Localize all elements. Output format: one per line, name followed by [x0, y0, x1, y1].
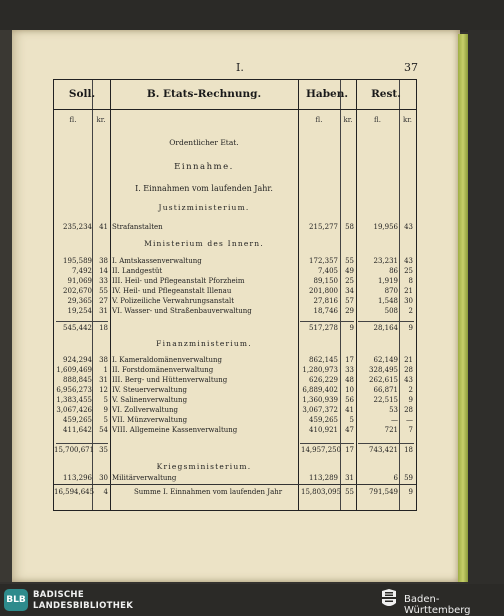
rest-kreuzer: 28: [404, 366, 413, 374]
rest-gulden: 743,421: [369, 446, 398, 454]
subtotal-rule: [358, 443, 414, 444]
soll-kreuzer: 9: [103, 406, 108, 414]
rest-gulden: 86: [389, 267, 398, 275]
soll-gulden: 924,294: [63, 356, 92, 364]
heading-finanz: Finanzministerium.: [156, 339, 252, 348]
haben-gulden: 1,360,939: [302, 396, 338, 404]
soll-kreuzer: 5: [103, 396, 108, 404]
unit-fl: fl.: [315, 116, 323, 124]
haben-kreuzer: 31: [345, 474, 354, 482]
haben-kreuzer: 48: [345, 376, 354, 384]
haben-kreuzer: 49: [345, 267, 354, 275]
rest-gulden: 28,164: [373, 324, 398, 332]
haben-kreuzer: 41: [345, 406, 354, 414]
row-label: IV. Steuerverwaltung: [112, 386, 187, 394]
haben-gulden: 14,957,250: [301, 446, 342, 454]
soll-gulden: 19,254: [67, 307, 92, 315]
scan-right-border: [468, 30, 504, 584]
soll-kreuzer: 27: [99, 297, 108, 305]
haben-kreuzer: 17: [345, 446, 354, 454]
row-label: Summe I. Einnahmen vom laufenden Jahr: [134, 488, 283, 496]
page-number: 37: [404, 61, 418, 74]
haben-kreuzer: 25: [345, 277, 354, 285]
soll-kreuzer: 4: [103, 488, 108, 496]
unit-kr: kr.: [343, 116, 353, 124]
subtotal-rule: [56, 321, 108, 322]
rest-gulden: 66,871: [373, 386, 398, 394]
haben-gulden: 15,803,095: [301, 488, 342, 496]
row-label: I. Kameraldomänenverwaltung: [112, 356, 222, 364]
subtotal-rule: [300, 443, 354, 444]
soll-gulden: 459,265: [63, 416, 92, 424]
soll-gulden: 113,296: [63, 474, 92, 482]
rest-kreuzer: 2: [408, 386, 413, 394]
soll-kreuzer: 12: [99, 386, 108, 394]
table-row: [54, 307, 416, 318]
heading-krieg: Kriegsministerium.: [156, 462, 252, 471]
heading-einnahmen-jahr: I. Einnahmen vom laufenden Jahr.: [135, 184, 273, 193]
heading-innern: Ministerium des Innern.: [144, 239, 264, 248]
rest-gulden: 1,919: [377, 277, 398, 285]
soll-gulden: 91,069: [67, 277, 92, 285]
col-soll: Soll.: [68, 88, 96, 100]
haben-gulden: 7,405: [317, 267, 338, 275]
haben-gulden: 459,265: [309, 416, 338, 424]
soll-gulden: 411,642: [63, 426, 92, 434]
rest-kreuzer: 9: [408, 324, 413, 332]
table-row: [54, 446, 416, 457]
row-label: VIII. Allgemeine Kassenverwaltung: [112, 426, 238, 434]
haben-gulden: 626,229: [309, 376, 338, 384]
rest-gulden: 791,549: [369, 488, 398, 496]
row-label: VI. Wasser- und Straßenbauverwaltung: [112, 307, 252, 315]
rest-gulden: 721: [384, 426, 398, 434]
soll-gulden: 15,700,671: [54, 446, 95, 454]
rest-kreuzer: 28: [404, 406, 413, 414]
row-label: Strafanstalten: [112, 223, 163, 231]
soll-gulden: 1,383,455: [56, 396, 92, 404]
unit-fl: fl.: [374, 116, 381, 124]
haben-kreuzer: 56: [345, 396, 354, 404]
header-rule: [54, 109, 416, 110]
soll-gulden: 888,845: [63, 376, 92, 384]
row-label: Militärverwaltung: [112, 474, 177, 482]
soll-kreuzer: 35: [99, 446, 108, 454]
haben-gulden: 1,280,973: [302, 366, 338, 374]
soll-kreuzer: 14: [99, 267, 108, 275]
col-rest: Rest.: [371, 88, 401, 100]
haben-kreuzer: 5: [349, 416, 354, 424]
haben-kreuzer: 34: [345, 287, 354, 295]
soll-kreuzer: 38: [99, 257, 108, 265]
rest-gulden: 328,495: [369, 366, 398, 374]
row-label: II. Forstdomänenverwaltung: [112, 366, 214, 374]
soll-gulden: 1,609,469: [56, 366, 92, 374]
unit-kr: kr.: [96, 116, 106, 124]
soll-gulden: 195,589: [63, 257, 92, 265]
rest-kreuzer: 2: [408, 307, 413, 315]
row-label: I. Amtskassenverwaltung: [112, 257, 202, 265]
state-name: Baden-Württemberg: [404, 594, 471, 616]
section-numeral: I.: [236, 61, 244, 74]
soll-kreuzer: 30: [99, 474, 108, 482]
rest-kreuzer: 43: [404, 257, 413, 265]
haben-gulden: 172,357: [309, 257, 338, 265]
haben-kreuzer: 58: [345, 223, 354, 231]
rest-gulden: 23,231: [373, 257, 398, 265]
haben-kreuzer: 55: [345, 257, 354, 265]
rest-kreuzer: 21: [404, 356, 413, 364]
haben-gulden: 113,289: [309, 474, 338, 482]
soll-kreuzer: 18: [99, 324, 108, 332]
haben-gulden: 517,278: [309, 324, 338, 332]
haben-kreuzer: 47: [345, 426, 354, 434]
heading-einnahme: Einnahme.: [174, 162, 234, 172]
rest-kreuzer: 43: [404, 376, 413, 384]
table-row: [54, 474, 416, 485]
table-row: [54, 324, 416, 335]
subtotal-rule: [300, 321, 354, 322]
rest-kreuzer: 30: [404, 297, 413, 305]
haben-kreuzer: 29: [345, 307, 354, 315]
col-haben: Haben.: [305, 88, 349, 100]
soll-gulden: 6,956,273: [56, 386, 92, 394]
ledger-table: [53, 79, 417, 511]
haben-gulden: 410,921: [309, 426, 338, 434]
soll-gulden: 235,234: [63, 223, 92, 231]
rest-kreuzer: 59: [404, 474, 413, 482]
rest-kreuzer: 25: [404, 267, 413, 275]
heading-ordentlicher: Ordentlicher Etat.: [169, 138, 239, 147]
haben-kreuzer: 9: [349, 324, 354, 332]
haben-gulden: 3,067,372: [302, 406, 338, 414]
soll-gulden: 202,670: [63, 287, 92, 295]
blb-logo: BLB: [4, 589, 28, 611]
rest-kreuzer: 7: [408, 426, 413, 434]
haben-kreuzer: 57: [345, 297, 354, 305]
subtotal-rule: [358, 321, 414, 322]
soll-gulden: 16,594,645: [54, 488, 95, 496]
rest-gulden: 62,149: [373, 356, 398, 364]
soll-kreuzer: 41: [99, 223, 108, 231]
scan-top-border: [0, 0, 504, 32]
rest-kreuzer: 9: [408, 488, 413, 496]
rest-gulden: 6: [393, 474, 398, 482]
row-label: V. Polizeiliche Verwahrungsanstalt: [112, 297, 235, 305]
subtotal-rule: [56, 443, 108, 444]
book-edge: [458, 34, 468, 582]
rest-kreuzer: 21: [404, 287, 413, 295]
row-label: VII. Münzverwaltung: [112, 416, 188, 424]
row-label: II. Landgestüt: [112, 267, 163, 275]
soll-gulden: 3,067,426: [56, 406, 92, 414]
haben-gulden: 215,277: [309, 223, 338, 231]
haben-gulden: 6,889,402: [302, 386, 338, 394]
row-label: III. Berg- und Hüttenverwaltung: [112, 376, 228, 384]
haben-gulden: 201,800: [309, 287, 338, 295]
rest-gulden: 508: [384, 307, 398, 315]
state-emblem-icon: [380, 588, 398, 610]
rest-kreuzer: —: [406, 416, 413, 424]
table-row: [54, 426, 416, 437]
rest-kreuzer: 9: [408, 396, 413, 404]
soll-gulden: 29,365: [67, 297, 92, 305]
rest-gulden: 870: [384, 287, 398, 295]
soll-kreuzer: 5: [103, 416, 108, 424]
unit-kr: kr.: [402, 116, 413, 124]
library-name-line1: BADISCHE: [33, 590, 84, 600]
row-label: IV. Heil- und Pflegeanstalt Illenau: [112, 287, 232, 295]
table-row: [54, 223, 416, 234]
soll-kreuzer: 33: [99, 277, 108, 285]
library-name-line2: LANDESBIBLIOTHEK: [33, 601, 134, 611]
unit-fl: fl.: [69, 116, 77, 124]
rest-gulden: 53: [389, 406, 398, 414]
soll-kreuzer: 31: [99, 307, 108, 315]
haben-kreuzer: 55: [345, 488, 354, 496]
haben-gulden: 862,145: [309, 356, 338, 364]
rest-gulden: 262,615: [369, 376, 398, 384]
row-label: III. Heil- und Pflegeanstalt Pforzheim: [112, 277, 245, 285]
soll-gulden: 7,492: [71, 267, 92, 275]
table-row: [54, 488, 416, 499]
soll-kreuzer: 55: [99, 287, 108, 295]
col-main-title: B. Etats-Rechnung.: [146, 88, 262, 100]
soll-kreuzer: 38: [99, 356, 108, 364]
soll-kreuzer: 54: [99, 426, 108, 434]
haben-kreuzer: 33: [345, 366, 354, 374]
heading-justiz: Justizministerium.: [158, 203, 250, 212]
haben-kreuzer: 17: [345, 356, 354, 364]
rest-kreuzer: 8: [408, 277, 413, 285]
rest-gulden: —: [391, 416, 398, 424]
rest-kreuzer: 18: [404, 446, 413, 454]
row-label: VI. Zollverwaltung: [112, 406, 178, 414]
rest-gulden: 19,956: [373, 223, 398, 231]
haben-kreuzer: 10: [345, 386, 354, 394]
rest-gulden: 1,548: [377, 297, 398, 305]
row-label: V. Salinenverwaltung: [112, 396, 188, 404]
soll-kreuzer: 31: [99, 376, 108, 384]
soll-kreuzer: 1: [103, 366, 108, 374]
haben-gulden: 18,746: [313, 307, 338, 315]
soll-gulden: 545,442: [63, 324, 92, 332]
rest-gulden: 22,515: [373, 396, 398, 404]
haben-gulden: 89,150: [313, 277, 338, 285]
rest-kreuzer: 43: [404, 223, 413, 231]
haben-gulden: 27,816: [313, 297, 338, 305]
